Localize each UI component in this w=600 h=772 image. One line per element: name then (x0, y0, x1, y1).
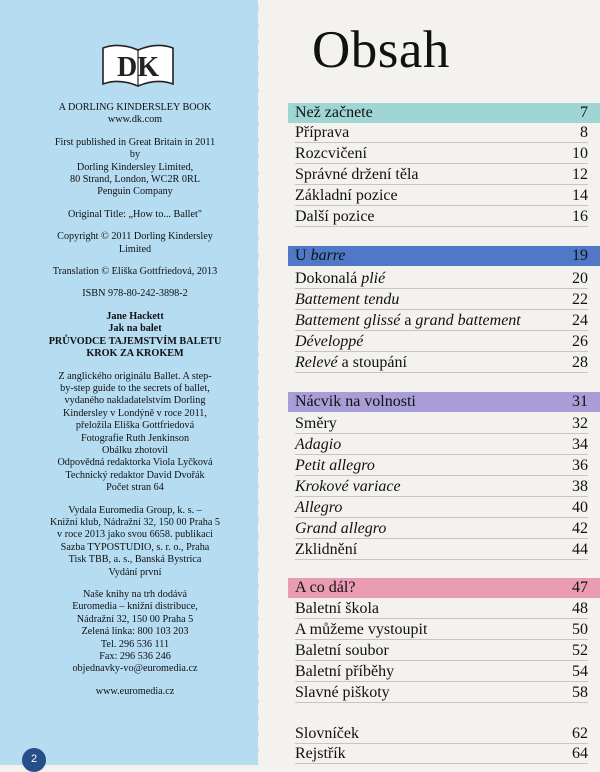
toc-row (295, 413, 588, 434)
toc-page: 42 (572, 520, 588, 537)
first-published-line: First published in Great Britain in 2011 (54, 136, 216, 148)
credits-line: Fotografie Ruth Jenkinson (80, 432, 190, 444)
credits-line: Technický redaktor David Dvořák (65, 469, 205, 481)
toc-page: 22 (572, 291, 588, 308)
imprint-text (14, 102, 256, 698)
toc-page: 26 (572, 333, 588, 350)
toc-page: 8 (580, 124, 588, 141)
section-page: 47 (572, 579, 588, 596)
publisher-info-line: Vydání první (108, 566, 162, 578)
toc-label: Petit allegro (295, 457, 375, 474)
toc-label: Další pozice (295, 208, 375, 225)
toc-label: A můžeme vystoupit (295, 621, 428, 638)
toc-label: Směry (295, 415, 337, 432)
toc-row (295, 434, 588, 455)
publisher-info-line: Sazba TYPOSTUDIO, s. r. o., Praha (60, 541, 210, 553)
toc-row (295, 164, 588, 185)
credits-line: vydaného nakladatelstvím Dorling (64, 395, 206, 407)
copyright-line: Copyright © 2011 Dorling Kindersley (57, 231, 213, 243)
toc-row (295, 268, 588, 289)
toc-page: 32 (572, 415, 588, 432)
toc-row (295, 122, 588, 143)
toc-label: Battement glissé a grand battement (295, 312, 521, 329)
toc-label: Baletní soubor (295, 642, 389, 659)
dk-book-logo-icon (99, 40, 177, 90)
toc-page: 44 (572, 541, 588, 558)
toc-page: 36 (572, 457, 588, 474)
distribution-line: Euromedia – knižní distribuce, (72, 601, 198, 613)
toc-row (295, 289, 588, 310)
toc-row-glossary (295, 723, 588, 744)
first-published-line: by (129, 149, 141, 161)
svg-text:DK: DK (117, 52, 159, 83)
toc-row-index (295, 743, 588, 764)
book-info-line: Jak na balet (108, 323, 162, 335)
toc-page: 58 (572, 684, 588, 701)
toc-row (295, 206, 588, 227)
section-band (288, 392, 600, 412)
toc-row (295, 310, 588, 331)
toc-row (295, 455, 588, 476)
isbn-line: ISBN 978-80-242-3898-2 (82, 288, 188, 300)
toc-page: 50 (572, 621, 588, 638)
section-band (288, 103, 600, 123)
toc-page: 64 (572, 745, 588, 762)
toc-label: Slovníček (295, 725, 359, 742)
toc-label: Grand allegro (295, 520, 387, 537)
toc-page: 34 (572, 436, 588, 453)
section-band (288, 246, 600, 266)
toc-page: 24 (572, 312, 588, 329)
distribution-line: objednavky-vo@euromedia.cz (72, 663, 198, 675)
translation-line: Translation © Eliška Gottfriedová, 2013 (52, 266, 218, 278)
publisher-line: A DORLING KINDERSLEY BOOK (58, 102, 212, 113)
toc-label: Příprava (295, 124, 350, 141)
credits-line: Z anglického originálu Ballet. A step- (58, 370, 212, 382)
page-number: 2 (22, 748, 46, 772)
toc-row (295, 185, 588, 206)
website-line: www.dk.com (107, 114, 163, 126)
toc-label: Rejstřík (295, 745, 346, 762)
publisher-info-line: Tisk TBB, a. s., Banská Bystrica (68, 554, 202, 566)
first-published-line: 80 Strand, London, WC2R 0RL (70, 174, 200, 186)
section-band (288, 578, 600, 598)
toc-page: 54 (572, 663, 588, 680)
toc-row (295, 539, 588, 560)
toc-label: Krokové variace (295, 478, 401, 495)
publisher-info-line: v roce 2013 jako svou 6658. publikaci (57, 529, 213, 541)
toc-row (295, 352, 588, 373)
toc-label: Základní pozice (295, 187, 398, 204)
credits-line: přeložila Eliška Gottfriedová (75, 420, 195, 432)
toc-label: Rozcvičení (295, 145, 367, 162)
section-title: Nácvik na volnosti (295, 393, 416, 410)
distribution-line: Nádražní 32, 150 00 Praha 5 (76, 613, 194, 625)
publisher-info-line: Vydala Euromedia Group, k. s. – (68, 504, 202, 516)
toc-row (295, 598, 588, 619)
credits-line: by-step guide to the secrets of ballet, (60, 382, 210, 394)
toc-page: 14 (572, 187, 588, 204)
first-published-line: Dorling Kindersley Limited, (76, 161, 194, 173)
toc-label: Battement tendu (295, 291, 400, 308)
credits-line: Počet stran 64 (106, 482, 164, 494)
toc-label: Adagio (295, 436, 342, 453)
book-info-line: PRŮVODCE TAJEMSTVÍM BALETU (48, 335, 222, 347)
section-title: U barre (295, 247, 346, 264)
toc-row (295, 518, 588, 539)
toc-page: 40 (572, 499, 588, 516)
book-info-line: KROK ZA KROKEM (86, 348, 184, 360)
page-title: Obsah (312, 21, 450, 79)
toc-label: Baletní škola (295, 600, 379, 617)
section-title: A co dál? (295, 579, 356, 596)
toc-label: Zklidnění (295, 541, 358, 558)
toc-label: Allegro (295, 499, 343, 516)
toc-page: 48 (572, 600, 588, 617)
section-page: 7 (580, 104, 588, 121)
toc-label: Développé (295, 333, 364, 350)
toc-page: 28 (572, 354, 588, 371)
toc-label: Dokonalá plié (295, 270, 386, 287)
toc-label: Slavné piškoty (295, 684, 390, 701)
toc-row (295, 640, 588, 661)
toc-label: Správné držení těla (295, 166, 419, 183)
publisher-info-line: Knižní klub, Nádražní 32, 150 00 Praha 5 (49, 516, 221, 528)
section-page: 31 (572, 393, 588, 410)
credits-line: Kindersley v Londýně v roce 2011, (63, 407, 207, 419)
toc-page: 38 (572, 478, 588, 495)
section-page: 19 (572, 247, 588, 264)
toc-row (295, 331, 588, 352)
distribution-line: Zelená linka: 800 103 203 (81, 626, 189, 638)
credits-line: Odpovědná redaktorka Viola Lyčková (57, 457, 213, 469)
website-line: www.euromedia.cz (95, 685, 175, 697)
distribution-line: Tel. 296 536 111 (100, 638, 170, 650)
toc-row (295, 497, 588, 518)
section-title: Než začnete (295, 104, 373, 121)
toc-row (295, 143, 588, 164)
toc-row (295, 661, 588, 682)
toc-page: 62 (572, 725, 588, 742)
distribution-line: Naše knihy na trh dodává (82, 589, 188, 600)
toc-page: 12 (572, 166, 588, 183)
toc-page: 16 (572, 208, 588, 225)
copyright-line: Limited (118, 243, 152, 255)
distribution-line: Fax: 296 536 246 (99, 651, 171, 663)
toc-page: 52 (572, 642, 588, 659)
toc-page: 20 (572, 270, 588, 287)
toc-row (295, 682, 588, 703)
toc-page: 10 (572, 145, 588, 162)
first-published-line: Penguin Company (97, 186, 173, 198)
toc-row (295, 476, 588, 497)
book-info-line: Jane Hackett (106, 310, 164, 322)
credits-line: Obálku zhotovil (102, 444, 168, 456)
toc-row (295, 619, 588, 640)
original-title-line: Original Title: „How to... Ballet" (67, 208, 203, 220)
toc-label: Baletní příběhy (295, 663, 395, 680)
toc-label: Relevé a stoupání (295, 354, 407, 371)
